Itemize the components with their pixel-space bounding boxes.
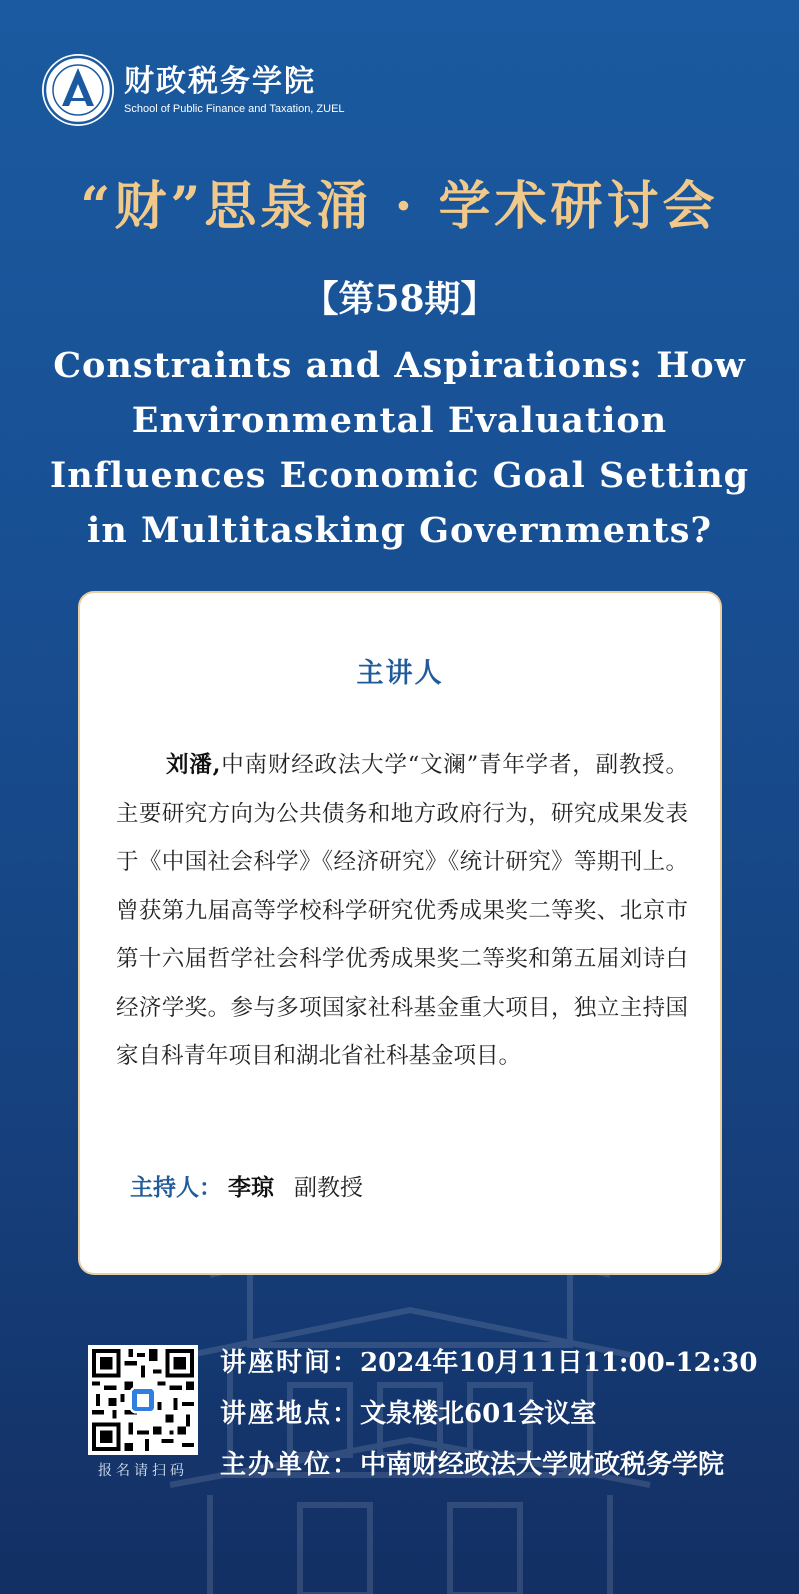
event-organizer-value: 中南财经政法大学财政税务学院 [360,1450,725,1480]
talk-title-line: in Multitasking Governments? [87,510,712,551]
school-name-cn: 财政税务学院 [124,64,316,99]
speaker-name: 刘潘, [166,752,221,778]
event-time-row [220,1338,757,1389]
host-name: 李琼 [228,1174,274,1201]
host-title: 副教授 [294,1175,363,1201]
issue-number: 【第58期】 [302,278,497,320]
host-label: 主持人： [130,1174,222,1201]
event-place-value: 文泉楼北601会议室 [360,1399,597,1429]
talk-title [40,338,759,558]
event-time-label: 讲座时间： [220,1348,361,1378]
event-info [220,1338,757,1491]
school-name-en: School of Public Finance and Taxation, ZUEL [124,103,345,115]
school-logo [42,52,345,128]
talk-title-line: Environmental Evaluation [131,400,668,441]
speaker-heading: 主讲人 [356,658,444,689]
talk-title-line: Constraints and Aspirations: How [53,345,746,386]
talk-title-line: Influences Economic Goal Setting [49,455,750,496]
qr-caption: 报名请扫码 [98,1463,188,1479]
speaker-card [80,593,720,1273]
event-organizer-label: 主办单位： [220,1450,361,1480]
event-place-row [220,1389,757,1440]
event-place-label: 讲座地点： [220,1399,361,1429]
series-title: “财”思泉涌 · 学术研讨会 [80,176,719,237]
speaker-bio-text: 中南财经政法大学“文澜”青年学者，副教授。主要研究方向为公共债务和地方政府行为，研究成果发表于《中国社会科学》《经济研究》《统计研究》等期刊上。曾获第九届高等学校科学研究优秀成果奖二等奖、北京市第十六届哲学社会科学优秀成果奖二等奖和第五届刘诗白经济学奖。参与多项国家社科基金重大项目，独立主持国家自科青年项目和湖北省社科基金项目。 [116,752,688,1069]
event-time-value: 2024年10月11日11:00-12:30 [360,1348,758,1378]
speaker-bio [116,741,688,1081]
school-seal-icon [42,54,114,126]
event-organizer-row [220,1440,757,1491]
host-row [130,1173,363,1203]
registration-qr-code[interactable] [88,1345,198,1455]
